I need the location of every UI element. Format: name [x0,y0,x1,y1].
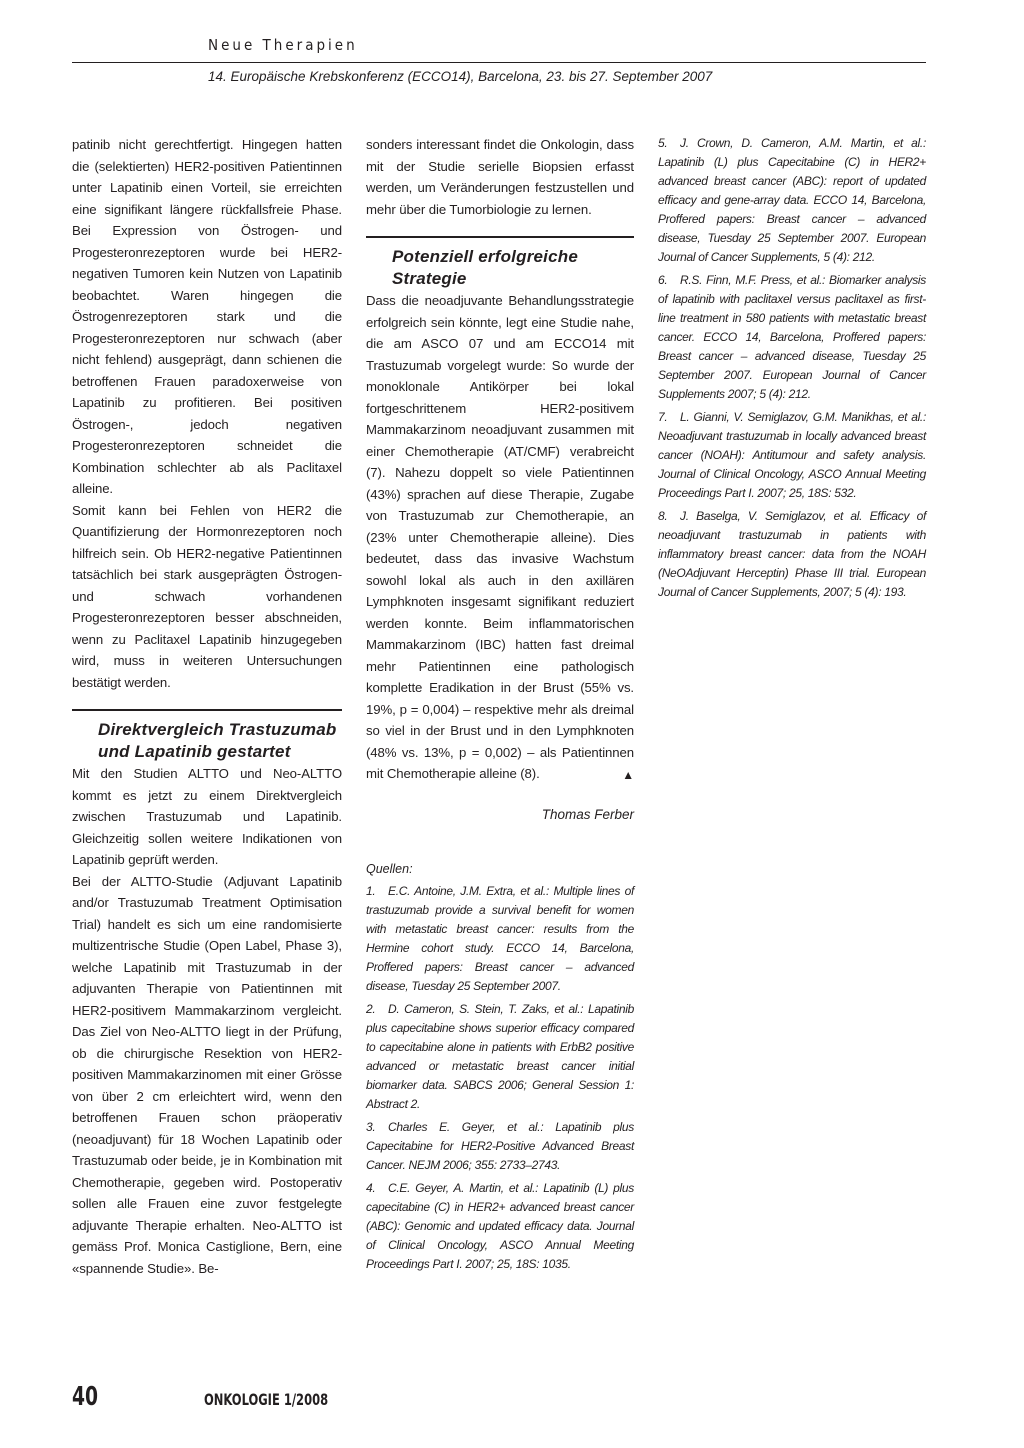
reference-text: D. Cameron, S. Stein, T. Zaks, et al.: Lapatinib plus capecitabine shows superior efficacy compared to capecitabine alone in patients with ErbB2 positive advanced or metastatic breast cancer initial biomarker data. SABCS 2006; General Session 1: Abstract 2. [366,1001,634,1111]
reference-text: L. Gianni, V. Semiglazov, G.M. Manikhas, et al.: Neoadjuvant trastuzumab in locally advanced breast cancer (NOAH): Antitumour and safety analysis. Journal of Clinical Oncology, ASCO Annual Meeting Proceedings Part I. 2007; 25, 18S: 532. [658,410,926,500]
conference-subtitle: 14. Europäische Krebskonferenz (ECCO14), Barcelona, 23. bis 27. September 2007 [208,69,713,84]
reference-item [366,1000,634,1114]
column-2 [366,134,634,1278]
paragraph: Mit den Studien ALTTO und Neo-ALTTO kommt es jetzt zu einem Direktvergleich zwischen Trastuzumab und Lapatinib. Gleichzeitig sollen weitere Indikationen von Lapatinib geprüft werden. [72,766,342,867]
paragraph [366,290,634,785]
section-title: Neue Therapien [208,36,358,54]
reference-text: R.S. Finn, M.F. Press, et al.: Biomarker analysis of lapatinib with paclitaxel versus paclitaxel as first-line treatment in 580 patients with metastatic breast cancer. ECCO 14, Barcelona, Proffered papers: Breast cancer – advanced disease, Tuesday 25 September 2007. European Journal of Cancer Supplements 2007; 5 (4): 212. [658,273,926,401]
reference-text: C.E. Geyer, A. Martin, et al.: Lapatinib (L) plus capecitabine (C) in HER2+ advanced breast cancer (ABC): Genomic and updated efficacy data. Journal of Clinical Oncology, ASCO Annual Meeting Proceedings Part I. 2007; 25, 18S: 1035. [366,1180,634,1271]
reference-number: 1. [366,883,376,898]
reference-item [658,507,926,602]
paragraph: sonders interessant findet die Onkologin, dass mit der Studie serielle Biopsien erfasst werden, um Veränderungen festzustellen und mehr über die Tumorbiologie zu lernen. [366,137,634,217]
reference-text: J. Baselga, V. Semiglazov, et al. Efficacy of neoadjuvant trastuzumab in patients with inflammatory breast cancer: data from the NOAH (NeOAdjuvant Herceptin) Phase III trial. European Journal of Cancer Supplements, 2007; 5 (4): 193. [658,509,926,599]
column-1 [72,134,342,1279]
reference-text: J. Crown, D. Cameron, A.M. Martin, et al.: Lapatinib (L) plus Capecitabine (C) in HER2+ advanced breast cancer (ABC): report of updated efficacy and gene-array data. ECCO 14, Barcelona, Proffered papers: Breast cancer – advanced disease, Tuesday 25 September 2007. European Journal of Cancer Supplements, 5 (4): 212. [658,136,926,264]
end-triangle-icon: ▲ [622,768,634,782]
paragraph: Bei der ALTTO-Studie (Adjuvant Lapatinib and/or Trastuzumab Treatment Optimisation Trial) handelt es sich um eine randomisierte multizentrische Studie (Open Label, Phase 3), welche Lapatinib mit Trastuzumab in der adjuvanten Therapie von Patientinnen mit HER2-positivem Mammakarzinom vergleicht. Das Ziel von Neo-ALTTO liegt in der Prüfung, ob die chirurgische Resektion von HER2-positiven Mammakarzinomen mit einer Grösse von über 2 cm erleichtert wird, wenn den betroffenen Frauen schon präoperativ (neoadjuvant) für 18 Wochen Lapatinib oder Trastuzumab oder beide, je in Kombination mit Chemotherapie, gegeben wird. Postoperativ sollen alle Frauen eine zuvor festgelegte adjuvante Therapie erhalten. Neo-ALTTO ist gemäss Prof. Monica Castiglione, Bern, eine «spannende Studie». Be- [72,873,342,1276]
reference-number: 3. [366,1119,376,1134]
page-header [72,36,926,84]
reference-item [366,882,634,996]
journal-issue: ONKOLOGIE 1/2008 [204,1390,329,1409]
reference-text: E.C. Antoine, J.M. Extra, et al.: Multiple lines of trastuzumab provide a survival benefit for women with metastatic breast cancer: results from the Hermine cohort study. ECCO 14, Barcelona, Proffered papers: Breast cancer – advanced disease, Tuesday 25 September 2007. [366,883,634,993]
paragraph: Somit kann bei Fehlen von HER2 die Quantifizierung der Hormonrezeptoren noch hilfreich sein. Ob HER2-negative Patientinnen tatsächlich bei stark ausgeprägten Östrogen- und schwach vorhandenen Progesteronrezeptoren besser abschneiden, wenn zu Paclitaxel Lapatinib hinzugegeben wird, muss in weiteren Untersuchungen bestätigt werden. [72,502,342,690]
author-name: Thomas Ferber [541,806,634,822]
header-rule [72,62,926,63]
page-number: 40 [72,1382,99,1412]
references-label: Quellen: [366,861,413,876]
subheading-direktvergleich: Direktvergleich Trastuzumab und Lapatinib gestartet [72,709,342,763]
subheading-strategie: Potenziell erfolgreiche Strategie [366,236,634,290]
reference-item [658,271,926,404]
reference-text: Charles E. Geyer, et al.: Lapatinib plus Capecitabine for HER2-Positive Advanced Breast Cancer. NEJM 2006; 355: 2733–2743. [366,1119,634,1172]
reference-number: 8. [658,509,668,523]
reference-item [658,408,926,503]
reference-number: 7. [658,410,668,424]
reference-number: 4. [366,1180,376,1195]
reference-number: 5. [658,136,668,150]
reference-list [366,882,634,1274]
paragraph-text: Dass die neoadjuvante Behandlungsstrategie erfolgreich sein könnte, legt eine Studie nahe, die am ASCO 07 und am ECCO14 mit Trastuzumab vorgelegt wurde: So wurde der monoklonale Antikörper bei lokal fortgeschrittenem HER2-positivem Mammakarzinom neoadjuvant zusammen mit einer Chemotherapie (AT/CMF) verabreicht (7). Nahezu doppelt so viele Patientinnen (43%) sprachen auf diese Therapie, Zugabe von Trastuzumab zur Chemotherapie, an (23% unter Chemotherapie alleine). Dies bedeutet, dass das invasive Wachstum sowohl lokal als auch in den axillären Lymphknoten insgesamt signifikant reduziert werden konnte. Beim inflammatorischen Mammakarzinom (IBC) hatten fast dreimal mehr Patientinnen eine pathologisch komplette Eradikation in der Brust (55% vs. 19%, p = 0,004) – respektive mehr als dreimal so viel in der Brust und in den Lymphknoten (48% vs. 13%, p = 0,002) – als Patientinnen mit Chemotherapie alleine (8). [366,293,634,781]
paragraph: patinib nicht gerechtfertigt. Hingegen hatten die (selektierten) HER2-positiven Patientinnen unter Lapatinib einen Vorteil, sie erreichten eine signifikant längere rückfallsfreie Phase. Bei Expression von Östrogen- und Progesteronrezeptoren wurde bei HER2-negativen Tumoren kein Nutzen von Lapatinib beobachtet. Waren hingegen die Östrogenrezeptoren stark und die Progesteronrezeptoren nur schwach (aber nicht fehlend) ausgeprägt, dann schienen die betroffenen Frauen paradoxerweise von Lapatinib zu profitieren. Bei positiven Östrogen-, jedoch negativen Progesteronrezeptoren schneidet die Kombination schlechter ab als Paclitaxel alleine. [72,137,342,496]
reference-item [366,1118,634,1175]
reference-item [658,134,926,267]
reference-item [366,1179,634,1274]
reference-number: 2. [366,1001,376,1016]
reference-number: 6. [658,273,668,287]
column-3 [658,134,926,606]
